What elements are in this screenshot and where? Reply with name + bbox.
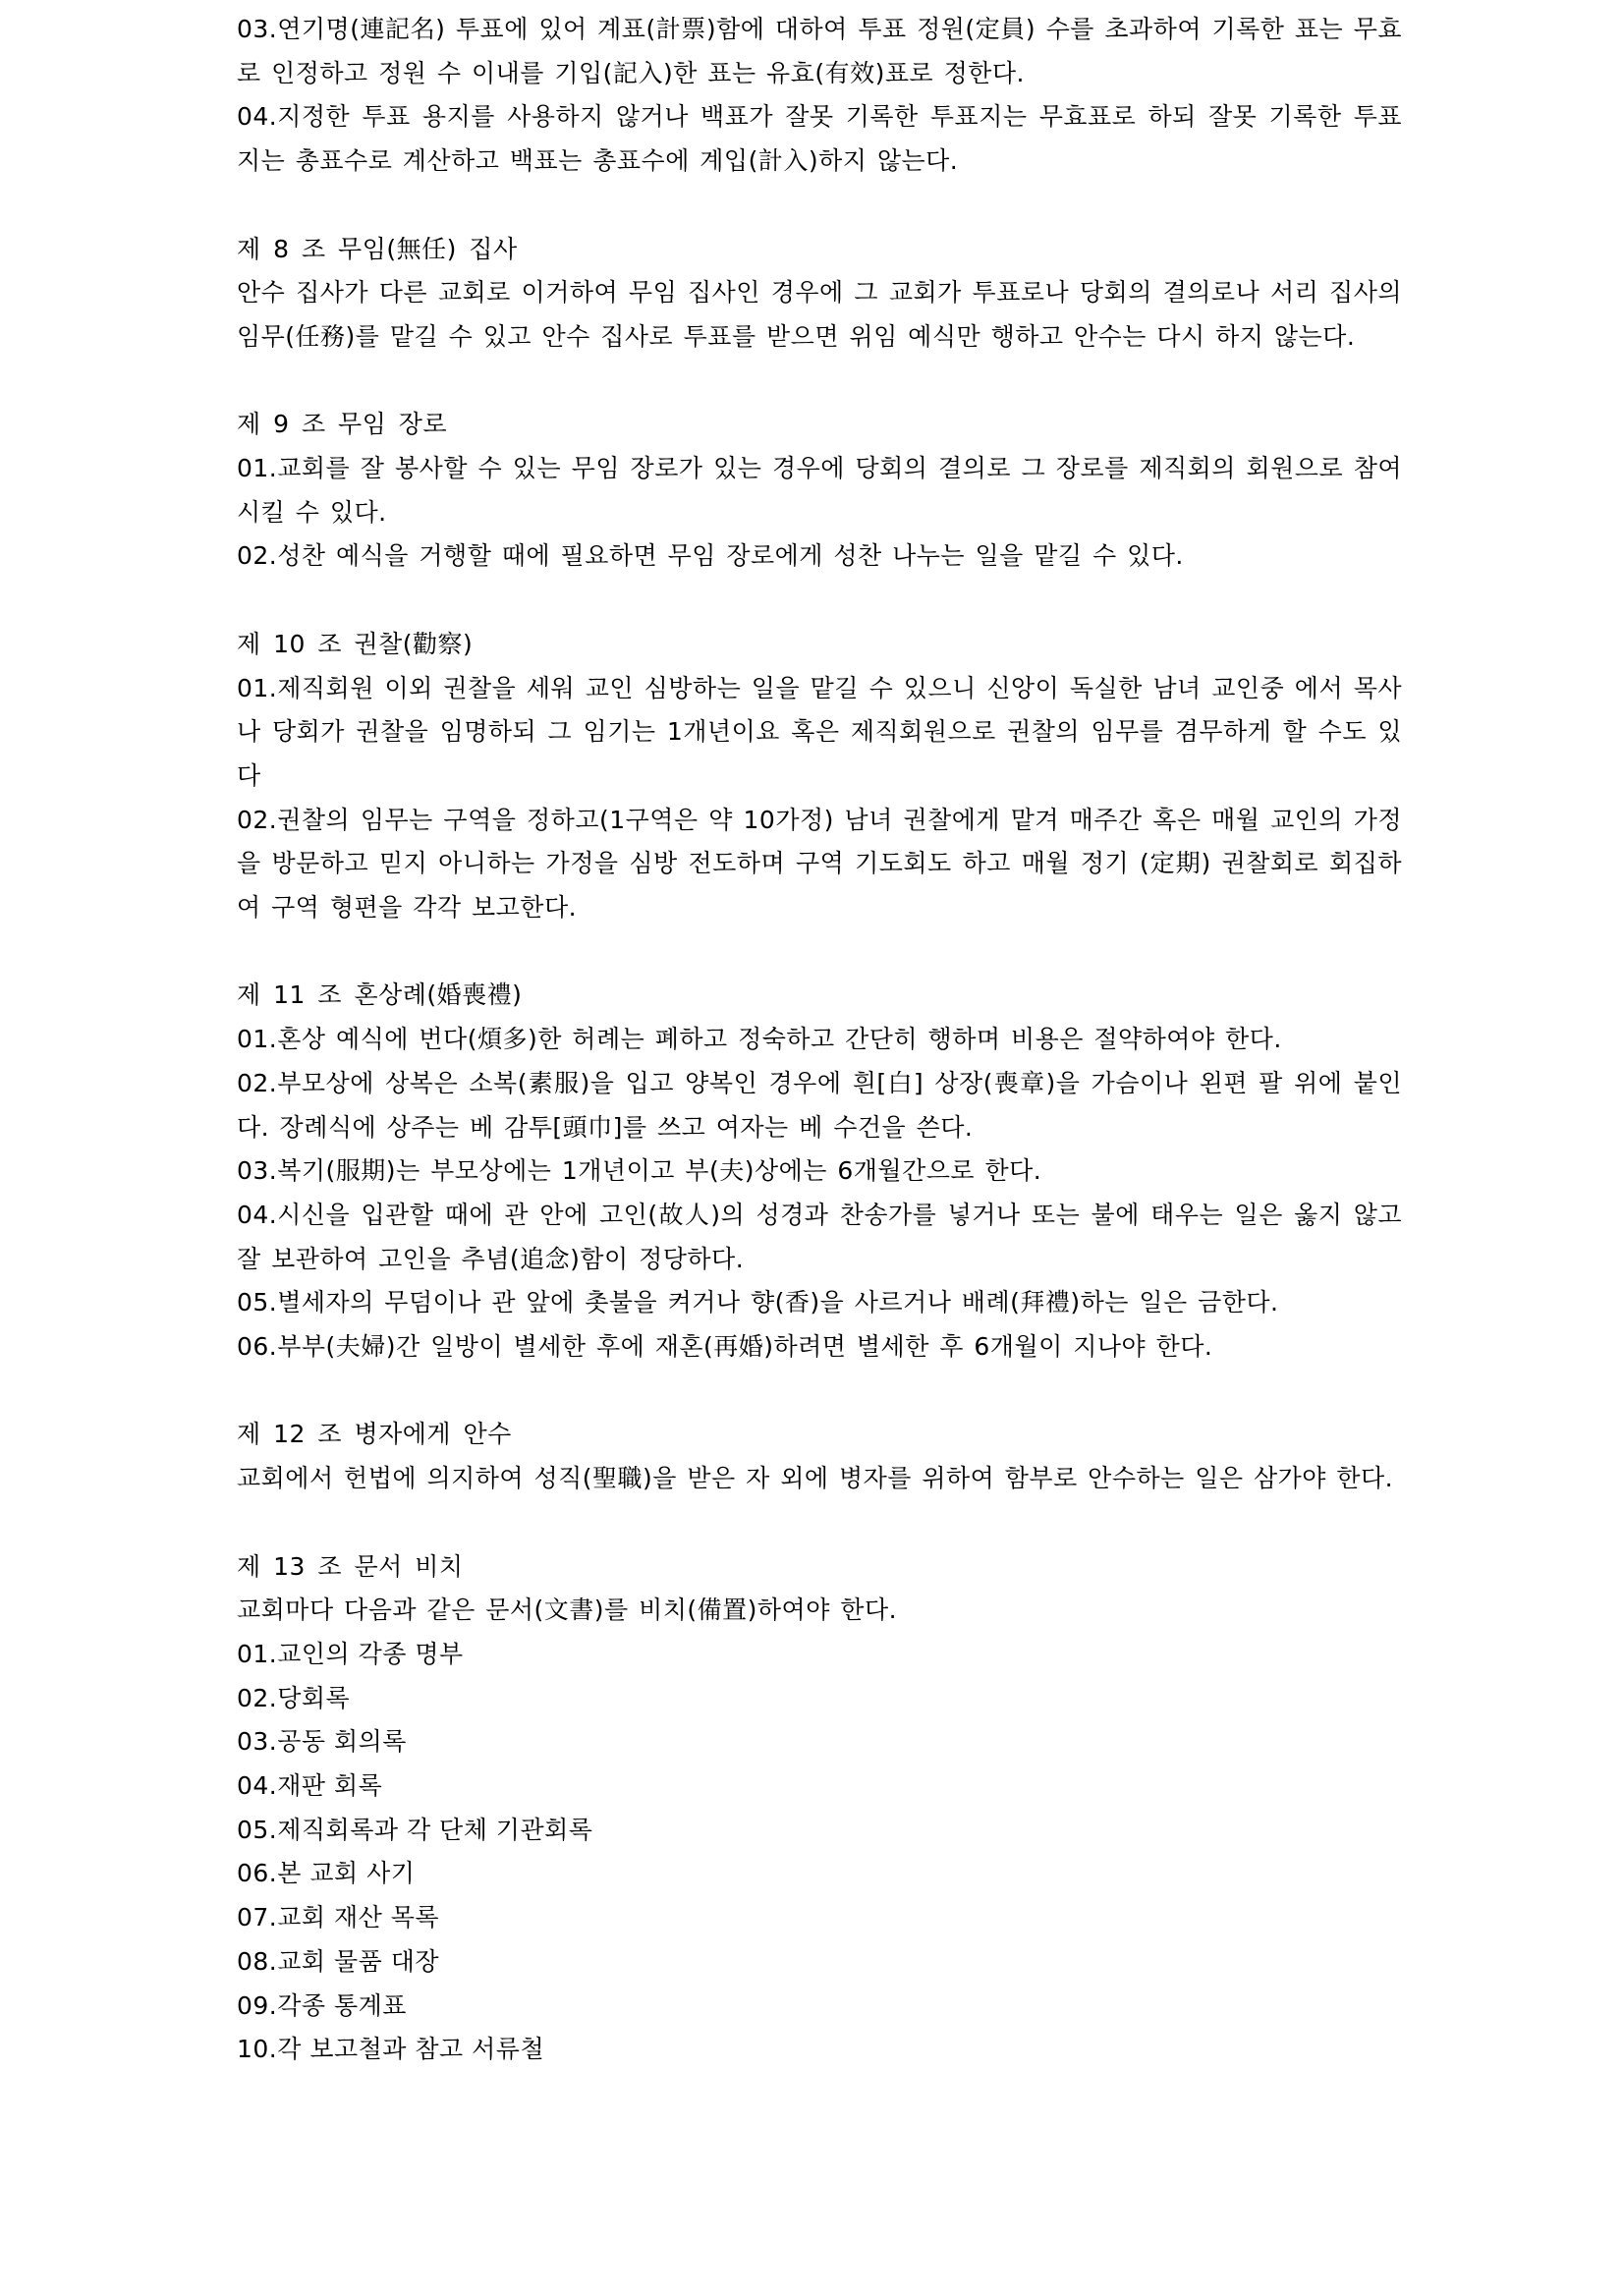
paragraph: 02.성찬 예식을 거행할 때에 필요하면 무임 장로에게 성찬 나누는 일을 맡길 수 있다. [237, 541, 1184, 571]
list-item: 04.재판 회록 [237, 1771, 383, 1801]
list-item: 02.당회록 [237, 1683, 351, 1712]
document-page [237, 8, 1402, 2072]
paragraph: 01.교회를 잘 봉사할 수 있는 무임 장로가 있는 경우에 당회의 결의로 그 장로를 제직회의 회원으로 참여시킬 수 있다. [237, 454, 1402, 527]
section-gap [237, 184, 1402, 228]
list-item: 05.제직회록과 각 단체 기관회록 [237, 1815, 593, 1844]
article-heading: 제 9 조 무임 장로 [237, 410, 448, 439]
paragraph: 04.지정한 투표 용지를 사용하지 않거나 백표가 잘못 기록한 투표지는 무효표로 하되 잘못 기록한 투표지는 총표수로 계산하고 백표는 총표수에 계입(計入)하지 않는다. [237, 102, 1402, 176]
section-gap [237, 1370, 1402, 1414]
paragraph: 02.권찰의 임무는 구역을 정하고(1구역은 약 10가정) 남녀 권찰에게 맡겨 매주간 혹은 매월 교인의 가정을 방문하고 믿지 아니하는 가정을 심방 전도하며 구역 기도회도 하고 매월 정기 (定期) 권찰회로 회집하여 구역 형편을 각각 보고한다. [237, 805, 1402, 923]
paragraph: 01.제직회원 이외 권찰을 세워 교인 심방하는 일을 맡길 수 있으니 신앙이 독실한 남녀 교인중 에서 목사나 당회가 권찰을 임명하되 그 임기는 1개년이요 혹은 제직회원으로 권찰의 임무를 겸무하게 할 수도 있다 [237, 673, 1402, 790]
paragraph: 교회에서 헌법에 의지하여 성직(聖職)을 받은 자 외에 병자를 위하여 함부로 안수하는 일은 삼가야 한다. [237, 1464, 1394, 1493]
paragraph: 03.복기(服期)는 부모상에는 1개년이고 부(夫)상에는 6개월간으로 한다. [237, 1156, 1042, 1186]
paragraph: 01.혼상 예식에 번다(煩多)한 허례는 폐하고 정숙하고 간단히 행하며 비용은 절약하여야 한다. [237, 1025, 1282, 1054]
paragraph: 교회마다 다음과 같은 문서(文書)를 비치(備置)하여야 한다. [237, 1596, 898, 1625]
section-gap [237, 1501, 1402, 1545]
section-gap [237, 360, 1402, 404]
paragraph: 06.부부(夫婦)간 일방이 별세한 후에 재혼(再婚)하려면 별세한 후 6개월이 지나야 한다. [237, 1332, 1213, 1362]
paragraph: 02.부모상에 상복은 소복(素服)을 입고 양복인 경우에 흰[白] 상장(喪章)을 가슴이나 왼편 팔 위에 붙인다. 장례식에 상주는 베 감투[頭巾]를 쓰고 여자는 베 수건을 쓴다. [237, 1068, 1402, 1142]
list-item: 09.각종 통계표 [237, 1990, 407, 2020]
paragraph: 03.연기명(連記名) 투표에 있어 계표(計票)함에 대하여 투표 정원(定員) 수를 초과하여 기록한 표는 무효로 인정하고 정원 수 이내를 기입(記入)한 표는 유효(有效)표로 정한다. [237, 15, 1402, 87]
list-item: 07.교회 재산 목록 [237, 1903, 440, 1932]
article-heading: 제 10 조 권찰(勸察) [237, 629, 474, 658]
section-gap [237, 579, 1402, 623]
paragraph: 04.시신을 입관할 때에 관 안에 고인(故人)의 성경과 찬송가를 넣거나 또는 불에 태우는 일은 옳지 않고 잘 보관하여 고인을 추념(追念)함이 정당하다. [237, 1200, 1402, 1273]
paragraph: 05.별세자의 무덤이나 관 앞에 촛불을 켜거나 향(香)을 사르거나 배례(拜禮)하는 일은 금한다. [237, 1288, 1279, 1317]
article-heading: 제 11 조 혼상례(婚喪禮) [237, 980, 523, 1010]
section-gap [237, 930, 1402, 975]
article-heading: 제 13 조 문서 비치 [237, 1551, 464, 1581]
list-item: 08.교회 물품 대장 [237, 1946, 440, 1976]
paragraph: 안수 집사가 다른 교회로 이거하여 무임 집사인 경우에 그 교회가 투표로나 당회의 결의로나 서리 집사의 임무(任務)를 맡길 수 있고 안수 집사로 투표를 받으면 위임 예식만 행하고 안수는 다시 하지 않는다. [237, 278, 1402, 351]
list-item: 01.교인의 각종 명부 [237, 1639, 464, 1668]
list-item: 10.각 보고철과 참고 서류철 [237, 2035, 545, 2064]
list-item: 03.공동 회의록 [237, 1727, 407, 1757]
list-item: 06.본 교회 사기 [237, 1859, 416, 1888]
article-heading: 제 12 조 병자에게 안수 [237, 1420, 512, 1449]
article-heading: 제 8 조 무임(無任) 집사 [237, 234, 518, 263]
